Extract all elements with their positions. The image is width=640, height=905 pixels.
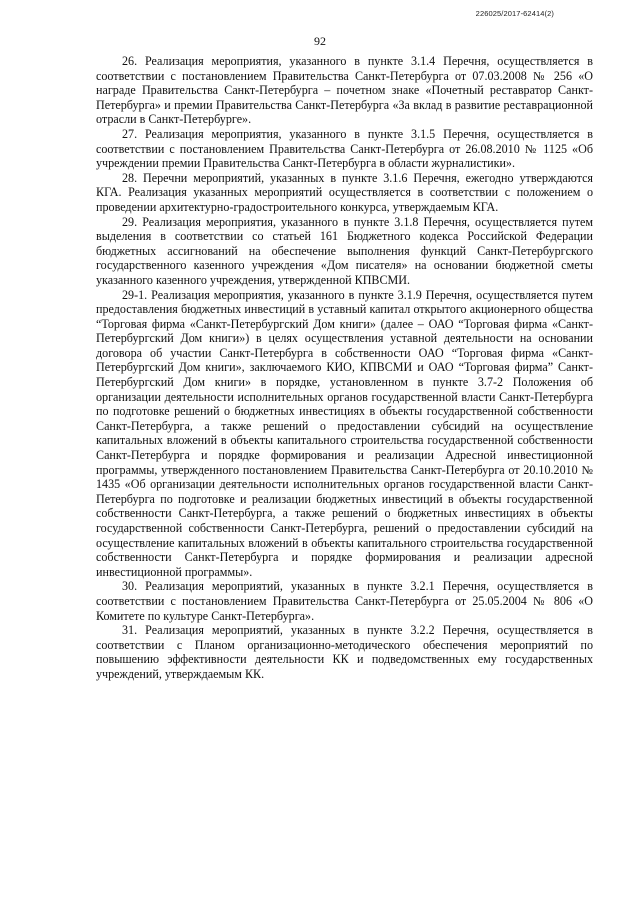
paragraph-31: 31. Реализация мероприятий, указанных в пункте 3.2.2 Перечня, осуществляется в соответствии с Планом организационно-методического обеспечения мероприятий по повышению эффективности деятельности КК и подведомственных ему государственных учреждений, утверждаемым КК. — [96, 623, 593, 681]
document-body — [96, 54, 593, 682]
paragraph-26: 26. Реализация мероприятия, указанного в пункте 3.1.4 Перечня, осуществляется в соответствии с постановлением Правительства Санкт-Петербурга от 07.03.2008 № 256 «О награде Правительства Санкт-Петербурга – почетном знаке «Почетный реставратор Санкт-Петербурга» и премии Правительства Санкт-Петербурга «За вклад в развитие реставрационной отрасли в Санкт-Петербурге». — [96, 54, 593, 127]
paragraph-27: 27. Реализация мероприятия, указанного в пункте 3.1.5 Перечня, осуществляется в соответствии с постановлением Правительства Санкт-Петербурга от 26.08.2010 № 1125 «Об учреждении премии Правительства Санкт-Петербурга в области журналистики». — [96, 126, 593, 171]
paragraph-28: 28. Перечни мероприятий, указанных в пункте 3.1.6 Перечня, ежегодно утверждаются КГА. Реализация указанных мероприятий осуществляется в соответствии с положением о проведении архитектурно-градостроительного конкурса, утверждаемым КГА. — [96, 170, 593, 214]
page-number: 92 — [314, 34, 326, 48]
paragraph-29-1: 29-1. Реализация мероприятия, указанного в пункте 3.1.9 Перечня, осуществляется путем предоставления бюджетных инвестиций в уставный капитал открытого акционерного общества “Торговая фирма «Санкт-Петербургский Дом книги» (далее – ОАО “Торговая фирма «Санкт-Петербургский Дом книги») в целях осуществления уставной деятельности на основании договора об участии Санкт-Петербурга в собственности ОАО “Торговая фирма «Санкт-Петербургский Дом книги», заключаемого КИО, КПВСМИ и ОАО “Торговая фирма” Санкт-Петербургский Дом книги» в порядке, установленном в пункте 3.7-2 Положения об организации деятельности исполнительных органов государственной власти Санкт-Петербурга по подготовке решений о бюджетных инвестициях в объекты государственной собственности Санкт-Петербурга, а также решений о предоставлении субсидий на осуществление капитальных вложений в объекты капитального строительства государственной собственности Санкт-Петербурга и порядке формирования и реализации Адресной инвестиционной программы, утвержденного постановлением Правительства Санкт-Петербурга от 20.10.2010 № 1435 «Об организации деятельности исполнительных органов государственной власти Санкт-Петербурга по подготовке и реализации бюджетных инвестиций в объекты государственной собственности Санкт-Петербурга, а также решений о бюджетных инвестициях в объекты государственной собственности Санкт-Петербурга, решений о предоставлении субсидий на осуществление капитальных вложений в объекты капитального строительства государственной собственности Санкт-Петербурга и порядке формирования и реализации адресной инвестиционной программы». — [96, 287, 593, 579]
document-id: 226025/2017-62414(2) — [475, 9, 554, 18]
paragraph-30: 30. Реализация мероприятий, указанных в пункте 3.2.1 Перечня, осуществляется в соответствии с постановлением Правительства Санкт-Петербурга от 25.05.2004 № 806 «О Комитете по культуре Санкт-Петербурга». — [96, 579, 593, 623]
paragraph-29: 29. Реализация мероприятия, указанного в пункте 3.1.8 Перечня, осуществляется путем выделения в соответствии со статьей 161 Бюджетного кодекса Российской Федерации бюджетных ассигнований на обеспечение выполнения функций Санкт-Петербургского государственного казенного учреждения «Дом писателя» на основании бюджетной сметы указанного казенного учреждения, утвержденной КПВСМИ. — [96, 214, 593, 287]
